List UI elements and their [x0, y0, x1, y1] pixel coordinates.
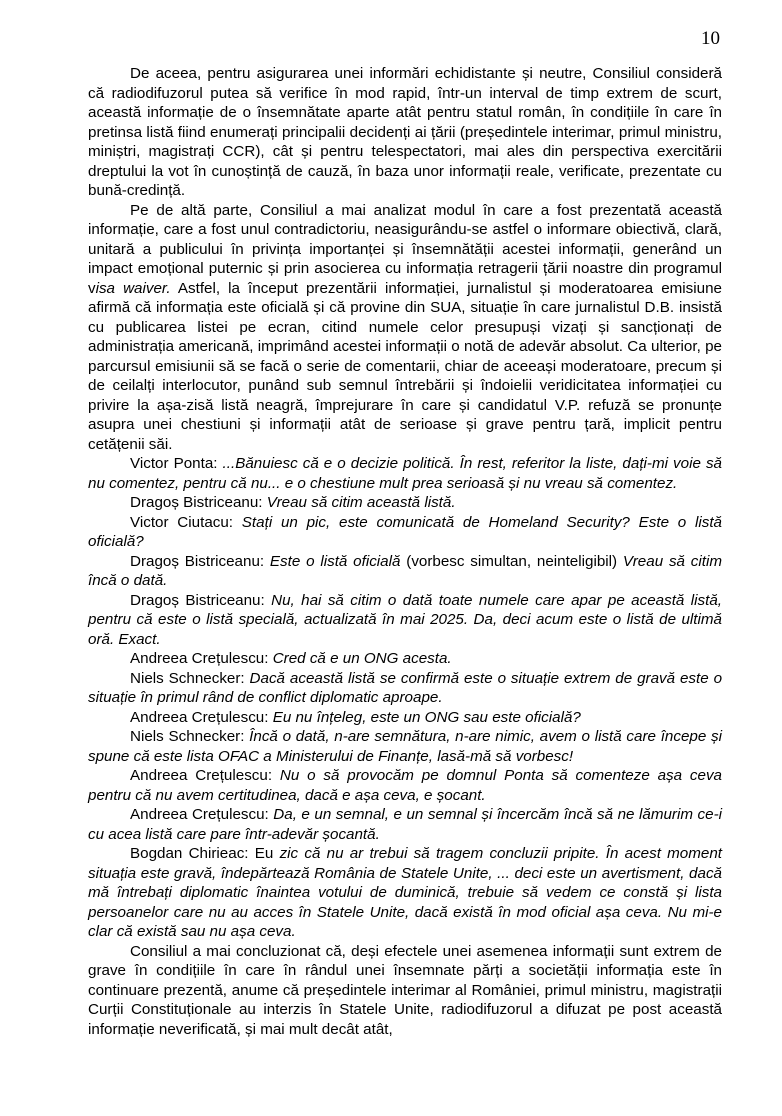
- paragraph-conclusion: Consiliul a mai concluzionat că, deși efectele unei asemenea informații sunt extrem de grave în condițiile în care în rândul unei însemnate părți a societății informația este în continuare prezentă, anume că președintele interimar al României, primul ministru, magistrații Curții Constituționale au interzis în Statele Unite, radiodifuzorul a difuzat pe post această informație neverificată, și mai mult decât atât,: [88, 942, 722, 1038]
- quote-cretulescu-3: [88, 766, 722, 805]
- quote-text: Cred că e un ONG acesta.: [272, 650, 452, 667]
- quote-bistriceanu-2: [88, 552, 722, 591]
- quote-text: Încă o dată, n-are semnătura, n-are nimic, avem o listă care începe și spune că este lista OFAC a Ministerului de Finanțe, lasă-mă să vorbesc!: [88, 728, 722, 765]
- paragraph-analysis: [88, 201, 722, 455]
- text-segment: Astfel, la început prezentării informației, jurnalistul și moderatoarea emisiune afirmă că informația este oficială și că provine din SUA, situație în care jurnalistul D.B. insistă cu publicarea listei pe ecran, citind numele celor presupuși vizați și sancționați de administrația americană, imprimând acestei informații o notă de adevăr absolut. Ca ulterior, pe parcursul emisiunii să se facă o serie de comentarii, chiar de aceeași moderatoare, precum și de ceilalți interlocutor, punând sub semnul întrebării și îndoielii veridicitatea informației cu privire la așa-zisă listă neagră, împrejurare în care și candidatul V.P. refuză se pronunțe asupra unei chestiuni și informații atât de serioase și grave pentru țară, implicit pentru cetățenii săi.: [88, 279, 722, 453]
- quote-text: Stați un pic, este comunicată de Homeland Security? Este o listă oficială?: [88, 513, 722, 550]
- quote-schnecker-2: [88, 727, 722, 766]
- document-body: [88, 64, 722, 1039]
- speaker-name: Dragoș Bistriceanu:: [130, 591, 272, 609]
- stage-note: (vorbesc simultan, neinteligibil): [400, 552, 623, 570]
- speaker-name: Dragoș Bistriceanu:: [130, 494, 267, 511]
- page-number: 10: [701, 28, 720, 49]
- quote-text: Nu, hai să citim o dată toate numele care apar pe această listă, pentru că este o listă specială, actualizată în mai 2025. Da, deci acum este o listă de ultimă oră. Exact.: [88, 591, 722, 648]
- quote-ciutacu: [88, 513, 722, 552]
- quote-cretulescu-2: [88, 708, 722, 728]
- quote-plain-text: Eu: [254, 845, 280, 862]
- speaker-name: Niels Schnecker:: [130, 669, 250, 687]
- quote-text: Nu o să provocăm pe domnul Ponta să comenteze așa ceva pentru că nu avem certitudinea, dacă e așa ceva, e șocant.: [88, 767, 722, 804]
- speaker-name: Bogdan Chirieac:: [130, 845, 255, 862]
- quote-bistriceanu-1: [88, 493, 722, 513]
- quote-text: zic că nu ar trebui să tragem concluzii pripite. În acest moment situația este gravă, îndepărtează România de Statele Unite, ... deci este un avertisment, dacă mă întrebați diplomatic înaintea votului de duminică, trebuie să vedem ce constă și lista persoanelor care nu au acces în Statele Unite, dacă există în mod oficial așa ceva. Nu mi-e clar că există sau nu așa ceva.: [88, 845, 723, 940]
- paragraph-intro: De aceea, pentru asigurarea unei informări echidistante și neutre, Consiliul consideră că radiodifuzorul putea să verifice în mod rapid, într-un interval de timp extrem de scurt, această informație de o însemnătate aparte atât pentru statul român, în condițiile în care în pretinsa listă fiind enumerați principalii decidenți ai țării (președintele interimar, primul ministru, miniștri, magistrați CCR), cât și pentru telespectatori, mai ales din perspectiva exercitării dreptului la vot în cunoștință de cauză, în baza unor informații reale, verificate, prezentate cu bună-credință.: [88, 65, 722, 199]
- quote-cretulescu-1: [88, 649, 722, 669]
- quote-text: Este o listă oficială: [269, 552, 401, 570]
- speaker-name: Andreea Crețulescu:: [130, 767, 280, 784]
- text-segment: Pe de altă parte, Consiliul a mai analizat modul în care a fost prezentată această informație, care a fost unul contradictoriu, neasigurându-se astfel o informare obiectivă, clară, unitară a publicului în privința importanței și însemnătății acestei informații, generând un impact emoțional puternic și prin asocierea cu informația retragerii țării noastre din programul v: [88, 201, 722, 297]
- quote-text: Eu nu înțeleg, este un ONG sau este oficială?: [272, 708, 581, 726]
- quote-ponta: [88, 454, 722, 493]
- quote-text: Vreau să citim această listă.: [266, 494, 456, 511]
- quote-bistriceanu-3: [88, 591, 722, 650]
- quote-text: ...Bănuiesc că e o decizie politică. În rest, referitor la liste, dați-mi voie să nu comentez, pentru că nu... e o chestiune mult prea serioasă și nu vreau să comentez.: [88, 455, 722, 492]
- quote-schnecker-1: [88, 669, 722, 708]
- speaker-name: Victor Ciutacu:: [130, 513, 242, 531]
- quote-text: Da, e un semnal, e un semnal și încercăm încă să ne lămurim ce-i cu acea listă care pare într-adevăr șocantă.: [88, 806, 722, 843]
- speaker-name: Victor Ponta:: [130, 455, 223, 472]
- speaker-name: Andreea Crețulescu:: [130, 806, 274, 823]
- quote-chirieac: [88, 844, 722, 942]
- italic-segment: isa waiver.: [95, 279, 171, 297]
- quote-cretulescu-4: [88, 805, 722, 844]
- speaker-name: Andreea Crețulescu:: [130, 708, 273, 726]
- speaker-name: Dragoș Bistriceanu:: [130, 552, 270, 570]
- speaker-name: Niels Schnecker:: [130, 728, 250, 745]
- speaker-name: Andreea Crețulescu:: [130, 650, 273, 667]
- quote-text: Dacă această listă se confirmă este o situație extrem de gravă este o situație în primul rând de conflict diplomatic aproape.: [88, 669, 723, 706]
- quote-text: Vreau să citim încă o dată.: [88, 552, 723, 589]
